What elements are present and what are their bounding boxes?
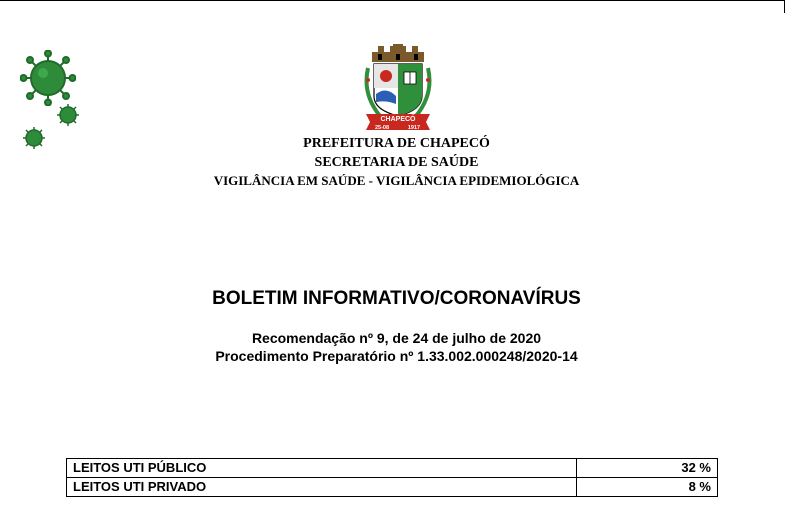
bed-label: LEITOS UTI PÚBLICO [67, 459, 577, 478]
recommendation-line: Recomendação nº 9, de 24 de julho de 2020 [251, 330, 542, 346]
crest-date-right: 1917 [407, 125, 421, 131]
bed-value: 8 % [577, 478, 718, 497]
header-municipality: PREFEITURA DE CHAPECÓ [303, 136, 490, 151]
page-border-top [0, 0, 784, 1]
page-border-right [784, 0, 785, 13]
coronavirus-icon-large [20, 50, 76, 106]
table-row [67, 478, 718, 497]
coronavirus-icon-medium [55, 102, 81, 128]
table-row [67, 459, 718, 478]
crest-banner-text: CHAPECÓ [380, 116, 416, 123]
procedure-line: Procedimento Preparatório nº 1.33.002.000248/2020-14 [215, 348, 578, 364]
bed-label: LEITOS UTI PRIVADO [67, 478, 577, 497]
crest-date-left: 25-08 [374, 125, 390, 131]
icu-beds-table [66, 458, 718, 497]
header-department: SECRETARIA DE SAÚDE [314, 155, 479, 170]
bulletin-title: BOLETIM INFORMATIVO/CORONAVÍRUS [212, 288, 581, 309]
bed-value: 32 % [577, 459, 718, 478]
municipal-crest-logo [360, 44, 436, 136]
header-division: VIGILÂNCIA EM SAÚDE - VIGILÂNCIA EPIDEMIOLÓGICA [213, 173, 580, 188]
